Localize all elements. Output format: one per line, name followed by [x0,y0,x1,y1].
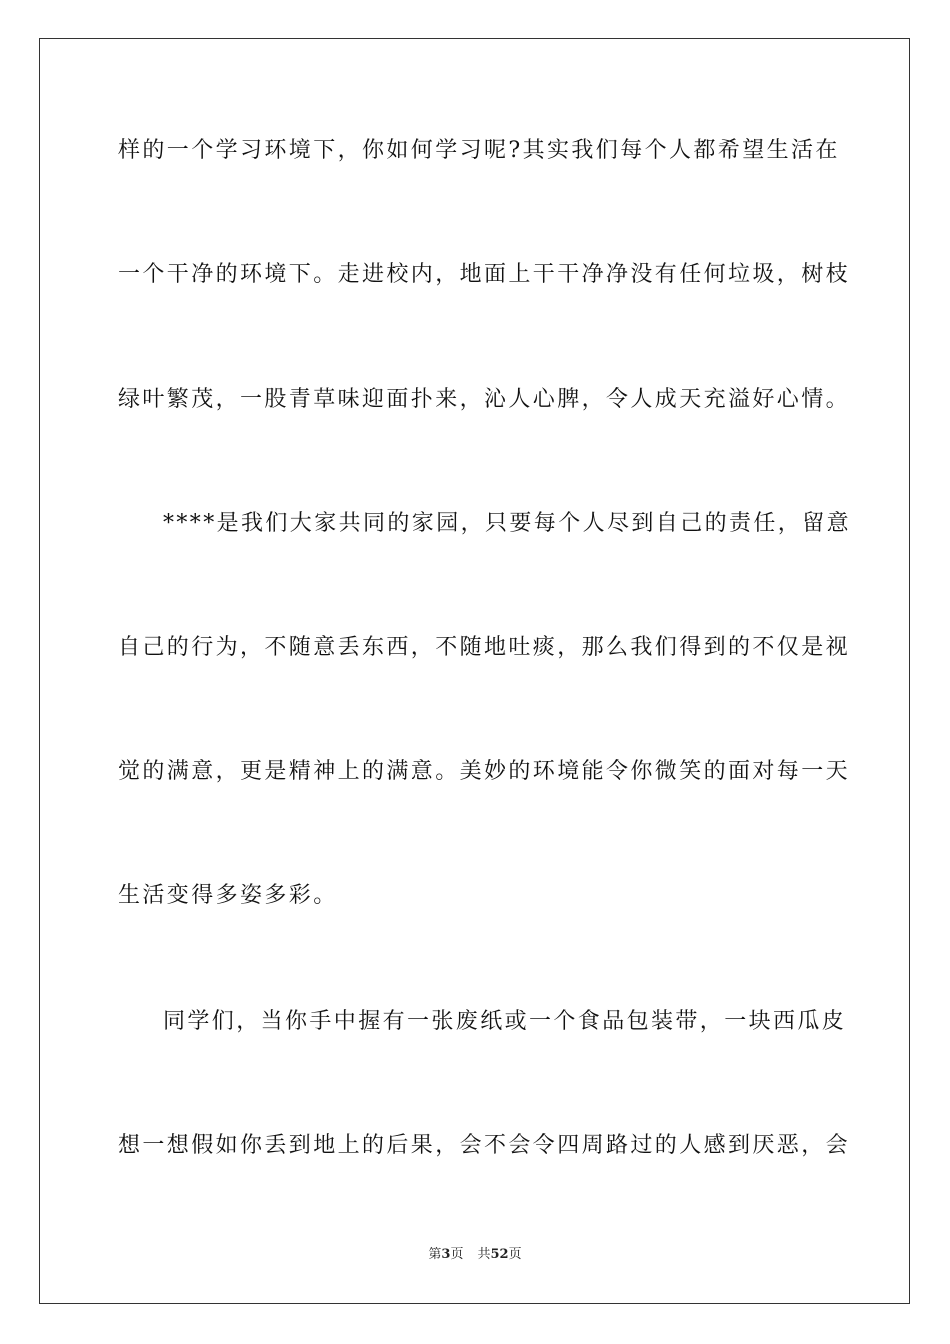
paragraph-line-3: 绿叶繁茂，一股青草味迎面扑来，沁人心脾，令人成天充溢好心情。 [118,387,851,412]
paragraph-line-1: 样的一个学习环境下，你如何学习呢?其实我们每个人都希望生活在 [118,138,840,163]
paragraph-line-4: ****是我们大家共同的家园，只要每个人尽到自己的责任，留意 [163,511,852,536]
page-label-prefix: 第 [428,1247,442,1262]
paragraph-line-9: 想一想假如你丢到地上的后果，会不会令四周路过的人感到厌恶，会 [118,1133,851,1158]
total-label-prefix: 共 [477,1247,491,1262]
paragraph-line-5: 自己的行为，不随意丢东西，不随地吐痰，那么我们得到的不仅是视 [118,635,851,660]
page-border [39,38,910,1304]
paragraph-line-7: 生活变得多姿多彩。 [118,883,338,908]
paragraph-line-8: 同学们，当你手中握有一张废纸或一个食品包装带，一块西瓜皮 [163,1009,847,1034]
total-pages: 52 [490,1247,509,1262]
paragraph-line-6: 觉的满意，更是精神上的满意。美妙的环境能令你微笑的面对每一天 [118,759,851,784]
paragraph-line-2: 一个干净的环境下。走进校内，地面上干干净净没有任何垃圾，树枝 [118,262,851,287]
page-footer [0,1246,950,1264]
page-label-suffix: 页 [450,1247,464,1262]
total-label-suffix: 页 [508,1247,522,1262]
page-number: 3 [441,1247,451,1262]
